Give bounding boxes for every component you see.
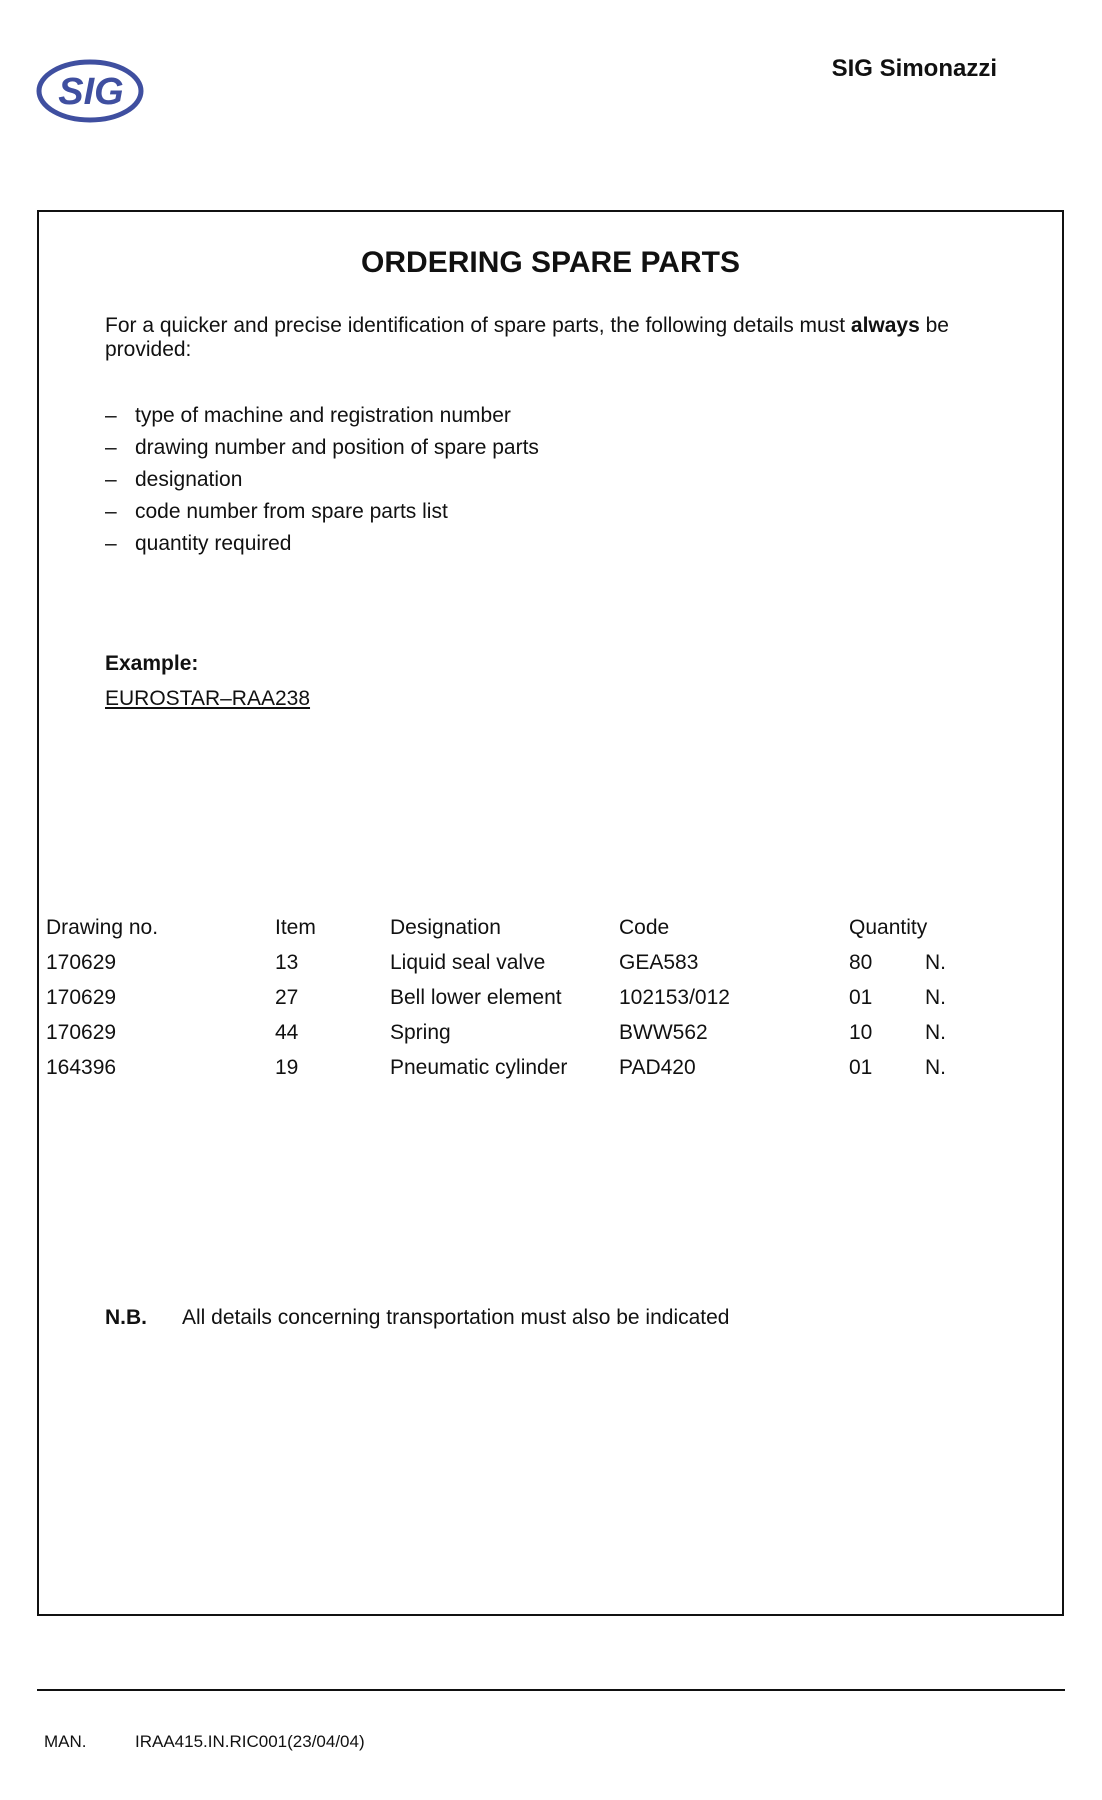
list-item [105,432,539,464]
cell-drawing-no: 170629 [46,1021,117,1044]
cell-unit: N. [925,1021,946,1044]
cell-quantity: 01 [849,986,873,1009]
footer-document-code: IRAA415.IN.RIC001(23/04/04) [135,1732,365,1751]
intro-emphasis: always [850,314,920,337]
list-item-text: code number from spare parts list [135,500,448,523]
cell-designation: Liquid seal valve [390,951,546,974]
dash-bullet: – [105,404,117,427]
footer-divider [37,1689,1065,1691]
header-designation: Designation [390,916,501,939]
cell-designation: Spring [390,1021,451,1044]
cell-drawing-no: 170629 [46,986,117,1009]
list-item [105,464,539,496]
table-row [46,980,1046,1015]
cell-item: 27 [275,986,299,1009]
table-row [46,1015,1046,1050]
cell-designation: Pneumatic cylinder [390,1056,568,1079]
cell-unit: N. [925,986,946,1009]
intro-text-end: be provided: [105,314,949,361]
example-label: Example: [105,652,199,675]
cell-drawing-no: 170629 [46,951,117,974]
cell-code: PAD420 [619,1056,696,1079]
intro-paragraph [105,314,985,362]
dash-bullet: – [105,532,117,555]
dash-bullet: – [105,436,117,459]
logo-text: SIG [58,71,124,113]
cell-unit: N. [925,951,946,974]
list-item [105,496,539,528]
list-item-text: designation [135,468,243,491]
spare-parts-table [46,910,1046,1085]
cell-quantity: 01 [849,1056,873,1079]
cell-designation: Bell lower element [390,986,562,1009]
footer-manual-label: MAN. [44,1732,87,1751]
list-item-text: quantity required [135,532,292,555]
cell-quantity: 10 [849,1021,873,1044]
table-header-row [46,910,1046,945]
sig-logo [36,58,144,124]
header-code: Code [619,916,670,939]
intro-text-start: For a quicker and precise identification of spare parts, the following details must [105,314,851,337]
cell-item: 44 [275,1021,299,1044]
spare-parts-frame [37,210,1064,1616]
note-label: N.B. [105,1306,147,1329]
header-item: Item [275,916,316,939]
cell-item: 13 [275,951,299,974]
header-drawing-no: Drawing no. [46,916,159,939]
note-text: All details concerning transportation must also be indicated [182,1306,730,1329]
table-row [46,945,1046,980]
cell-code: GEA583 [619,951,699,974]
cell-code: 102153/012 [619,986,730,1009]
details-list [105,400,539,560]
header-quantity: Quantity [849,916,928,939]
page-title: ORDERING SPARE PARTS [361,246,740,279]
list-item-text: type of machine and registration number [135,404,511,427]
company-name: SIG Simonazzi [831,55,997,82]
table-row [46,1050,1046,1085]
cell-drawing-no: 164396 [46,1056,117,1079]
cell-quantity: 80 [849,951,873,974]
example-machine-code: EUROSTAR–RAA238 [105,687,311,710]
list-item [105,400,539,432]
list-item-text: drawing number and position of spare parts [135,436,539,459]
cell-unit: N. [925,1056,946,1079]
cell-item: 19 [275,1056,299,1079]
dash-bullet: – [105,500,117,523]
dash-bullet: – [105,468,117,491]
cell-code: BWW562 [619,1021,708,1044]
list-item [105,528,539,560]
